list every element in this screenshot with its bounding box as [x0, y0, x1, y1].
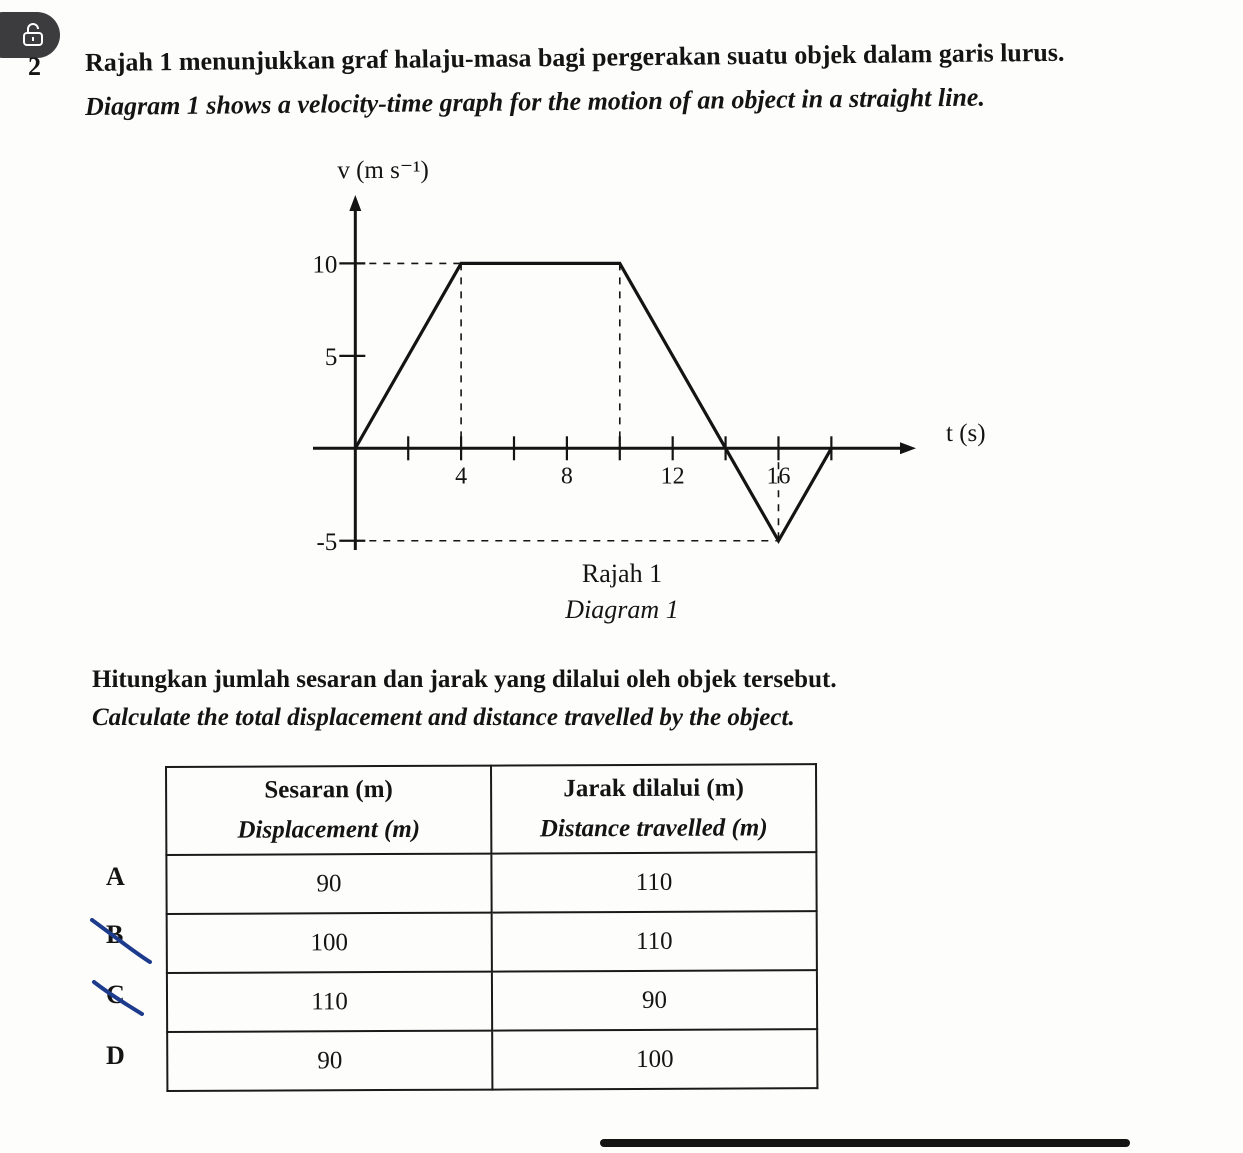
x-axis-label: t (s) — [946, 420, 986, 447]
header-displacement — [166, 766, 491, 855]
table-row[interactable] — [166, 852, 816, 914]
option-label-d[interactable]: D — [106, 1041, 125, 1070]
question-number: 2 — [28, 52, 41, 81]
displacement-cell: 90 — [166, 854, 491, 914]
chart-caption-en: Diagram 1 — [565, 595, 679, 624]
y-tick-label-5: 5 — [324, 343, 338, 371]
distance-cell: 110 — [491, 852, 816, 912]
table-row[interactable] — [167, 911, 817, 973]
distance-cell: 100 — [492, 1029, 817, 1089]
y-axis-label: v (m s⁻¹) — [337, 157, 429, 184]
header-distance-en: Distance travelled (m) — [539, 814, 768, 843]
question-text-ms: Rajah 1 menunjukkan graf halaju-masa bagi pergerakan suatu objek dalam garis lurus. — [84, 37, 1065, 77]
option-label-c[interactable]: C — [106, 980, 125, 1009]
table-row[interactable] — [167, 970, 817, 1032]
header-distance — [491, 764, 816, 853]
header-distance-ms: Jarak dilalui (m) — [563, 774, 744, 803]
question-text-en: Diagram 1 shows a velocity-time graph for the motion of an object in a straight line. — [84, 82, 986, 121]
table-row[interactable] — [167, 1029, 817, 1091]
distance-cell: 90 — [492, 970, 817, 1030]
option-label-b[interactable]: B — [106, 920, 124, 949]
prompt-text-ms: Hitungkan jumlah sesaran dan jarak yang dilalui oleh objek tersebut. — [92, 666, 837, 693]
distance-cell: 110 — [492, 911, 817, 971]
x-tick-label-4: 4 — [455, 463, 468, 490]
home-indicator[interactable] — [600, 1139, 1130, 1147]
answer-table-header — [166, 764, 816, 855]
displacement-cell: 100 — [167, 913, 492, 973]
header-displacement-en: Displacement (m) — [237, 815, 421, 844]
header-displacement-ms: Sesaran (m) — [264, 776, 393, 804]
displacement-cell: 110 — [167, 972, 492, 1032]
chart-caption-ms: Rajah 1 — [581, 559, 663, 588]
x-axis-arrow — [900, 442, 916, 454]
x-tick-label-12: 12 — [660, 463, 685, 490]
option-label-a[interactable]: A — [106, 862, 125, 891]
x-tick-label-16: 16 — [766, 463, 791, 490]
answer-table — [165, 763, 818, 1092]
y-tick-label-10: 10 — [312, 251, 338, 279]
velocity-series-line — [355, 263, 831, 540]
prompt-text-en: Calculate the total displacement and distance travelled by the object. — [92, 704, 795, 731]
y-tick-label--5: -5 — [316, 528, 338, 556]
strike-mark-b — [84, 912, 164, 972]
displacement-cell: 90 — [167, 1031, 492, 1091]
y-axis-arrow — [349, 195, 361, 211]
x-tick-label-8: 8 — [560, 463, 573, 490]
